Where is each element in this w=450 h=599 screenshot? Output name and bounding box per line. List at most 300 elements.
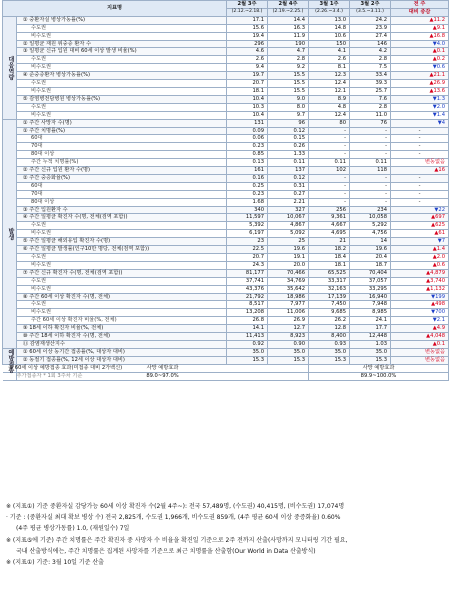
row-value: 8,985 (350, 309, 391, 317)
row-change: ▼0.6 (391, 64, 449, 72)
row-value: 17.7 (350, 325, 391, 333)
row-value: - (350, 143, 391, 151)
row-label: ② 일평균 재원 위중증 환자 수 (17, 40, 227, 48)
row-value: - (350, 127, 391, 135)
table-row (3, 111, 449, 119)
row-change: ▲13.6 (391, 87, 449, 95)
row-value: 43,376 (227, 285, 268, 293)
row-label: ③ 주간 입원환자 수 (17, 206, 227, 214)
table-row (3, 72, 449, 80)
row-value: 4,695 (309, 230, 350, 238)
row-value: 12.8 (309, 325, 350, 333)
row-change: ▲61 (391, 230, 449, 238)
table-row (3, 356, 449, 364)
row-label: 수도권 (17, 80, 227, 88)
table-row (3, 87, 449, 95)
row-value: 2.8 (350, 56, 391, 64)
row-value: 7,977 (268, 301, 309, 309)
table-row (3, 325, 449, 333)
footnote: · 기준 : (중환자실 최대 확보 병상 수) 전국 2,825개, 수도권 1,966개, 비수도권 859개, (4주 평균 60세 이상 중증화율) 0.60% (6, 514, 341, 522)
row-value: 18.1 (309, 261, 350, 269)
footnote: ※ (지표⑤에 기준) 주간 치명률은 주간 확진자 중 사망자 수 비율을 확진일 기준으로 2주 전까지 산출(사망까지 모니터링 기간 필요, (6, 536, 348, 544)
row-value: - (309, 143, 350, 151)
table-row (3, 48, 449, 56)
row-value: 0.06 (227, 135, 268, 143)
row-value: 22.5 (227, 246, 268, 254)
table-row (3, 222, 449, 230)
table-row (3, 32, 449, 40)
header-period-4: 3월 2주 (350, 1, 391, 9)
table-row (3, 159, 449, 167)
row-change: - (391, 127, 449, 135)
row-value: 5,092 (268, 230, 309, 238)
row-value: 20.0 (268, 261, 309, 269)
vaccine-effect-right-head: 사망 예방효과 (309, 364, 449, 372)
row-label: 60대 (17, 135, 227, 143)
row-value: 14.1 (227, 325, 268, 333)
row-value: 24.2 (350, 16, 391, 24)
row-value: - (309, 190, 350, 198)
row-value: 35.0 (350, 348, 391, 356)
row-value: 35,642 (268, 285, 309, 293)
row-value: 12.4 (309, 80, 350, 88)
row-change: - (391, 190, 449, 198)
row-value: 23 (227, 238, 268, 246)
row-label: 수도권 (17, 277, 227, 285)
table-row (3, 254, 449, 262)
row-label: 수도권 (17, 24, 227, 32)
row-value: 19.4 (227, 32, 268, 40)
row-value: 20.4 (350, 254, 391, 262)
row-value: 18.7 (350, 261, 391, 269)
row-value: 7,948 (350, 301, 391, 309)
row-label: 80대 이상 (17, 151, 227, 159)
row-value: 8.1 (309, 64, 350, 72)
row-change: 변동없음 (391, 356, 449, 364)
row-value: 9.2 (268, 64, 309, 72)
row-value: 10.4 (227, 95, 268, 103)
row-value: 15.3 (309, 356, 350, 364)
row-value: 15.3 (268, 356, 309, 364)
row-value: 35.0 (268, 348, 309, 356)
row-value: 8.0 (268, 103, 309, 111)
row-label: 비수도권 (17, 64, 227, 72)
row-value: 21 (309, 238, 350, 246)
row-value: 26.9 (268, 317, 309, 325)
row-change: ▲4,879 (391, 269, 449, 277)
row-label: ⑧ 주간 60세 이상 확진자 수(명, 전체) (17, 293, 227, 301)
row-value: 4.2 (350, 48, 391, 56)
row-value: 13,208 (227, 309, 268, 317)
table-row (3, 135, 449, 143)
row-value: 150 (309, 40, 350, 48)
row-label: 60대 (17, 182, 227, 190)
table-row (3, 24, 449, 32)
row-value: 14 (350, 238, 391, 246)
row-value: 18.1 (227, 87, 268, 95)
table-row (3, 261, 449, 269)
row-value: 4.1 (309, 48, 350, 56)
row-value: 34,769 (268, 277, 309, 285)
category-prevention: 예방접종 (3, 348, 17, 364)
row-value: 12.4 (309, 111, 350, 119)
row-value: 15.3 (227, 356, 268, 364)
row-label: 비수도권 (17, 87, 227, 95)
row-value: 8.9 (309, 95, 350, 103)
row-value: 4,867 (268, 222, 309, 230)
row-value: 118 (350, 167, 391, 175)
row-change: ▼4 (391, 119, 449, 127)
row-value: 20.7 (227, 80, 268, 88)
row-change: ▼2.1 (391, 317, 449, 325)
row-value: 0.31 (268, 182, 309, 190)
header-range-4: (3.5.~3.11.) (350, 8, 391, 16)
row-value: 12.1 (309, 87, 350, 95)
table-row (3, 238, 449, 246)
row-value: 11,597 (227, 214, 268, 222)
row-value: 9,685 (309, 309, 350, 317)
table-row (3, 56, 449, 64)
row-value: 15.5 (268, 80, 309, 88)
row-change: ▼7 (391, 238, 449, 246)
row-value: 27.4 (350, 32, 391, 40)
row-value: 16,940 (350, 293, 391, 301)
table-row (3, 301, 449, 309)
row-change: ▲16.8 (391, 32, 449, 40)
row-value: 35.0 (309, 348, 350, 356)
row-value: 23.9 (350, 24, 391, 32)
row-value: 7.5 (350, 64, 391, 72)
row-value: - (309, 198, 350, 206)
table-row (3, 119, 449, 127)
category-medical: 대응역량 (3, 16, 17, 119)
row-change: ▲0.6 (391, 261, 449, 269)
row-label: 비수도권 (17, 230, 227, 238)
row-label: ② 동절기 접종률(%, 12세 이상 대상자 대비) (17, 356, 227, 364)
row-value: - (350, 198, 391, 206)
table-row (3, 80, 449, 88)
table-row (3, 206, 449, 214)
header-change-2: 대비 증감 (391, 8, 449, 16)
row-value: 0.25 (227, 182, 268, 190)
row-value: 340 (227, 206, 268, 214)
row-value: - (350, 135, 391, 143)
row-value: 0.26 (268, 143, 309, 151)
row-value: 14.8 (309, 24, 350, 32)
row-label: ③ 일평균 신규 입원 대비 60세 이상 발생 비율(%) (17, 48, 227, 56)
footnote: 국내 산출방식에는, 주간 치명률은 집계된 사망자를 기준으로 최근 치명률을 산출함(Our World in Data 산출방식) (16, 547, 316, 555)
footnote: (4주 평균 병상가동률) 1.0, (재원일수) 7일 (16, 525, 130, 533)
header-period-3: 3월 1주 (309, 1, 350, 9)
row-value: - (309, 182, 350, 190)
table-row (3, 16, 449, 24)
row-value: 1.68 (227, 198, 268, 206)
vaccine-effect-left-head: 사망 예방효과 (17, 364, 309, 372)
row-label: ④ 준중증환자 병상가동률(%) (17, 72, 227, 80)
row-value: 19.6 (268, 246, 309, 254)
row-change: ▲4,048 (391, 333, 449, 341)
row-label: ② 주간 신규 입원 환자 수(명) (17, 167, 227, 175)
vaccine-effect-right-value: 89.9~100.0% (309, 372, 449, 380)
row-value: 7.6 (350, 95, 391, 103)
row-label: ① 주간 치명률(%) (17, 127, 227, 135)
row-label: 수도권 (17, 301, 227, 309)
table-row (3, 230, 449, 238)
row-label: ② 주간 중증화율(%) (17, 174, 227, 182)
row-value: 25.7 (350, 87, 391, 95)
row-value: 33,295 (350, 285, 391, 293)
row-value: 10,058 (350, 214, 391, 222)
vaccine-effect-left-value: 89.0~97.0% (17, 372, 309, 380)
row-value: 296 (227, 40, 268, 48)
row-value: 18.2 (309, 246, 350, 254)
row-label: 수도권 (17, 103, 227, 111)
row-label: 80대 이상 (17, 198, 227, 206)
row-value: 8,517 (227, 301, 268, 309)
row-value: 2.21 (268, 198, 309, 206)
row-value: 0.90 (268, 340, 309, 348)
row-value: 39.3 (350, 80, 391, 88)
row-value: 0.93 (309, 340, 350, 348)
row-value: 26.2 (309, 317, 350, 325)
row-value: 234 (350, 206, 391, 214)
row-value: 7,450 (309, 301, 350, 309)
row-change: ▲0.2 (391, 56, 449, 64)
table-row (3, 309, 449, 317)
row-value: 13.0 (309, 16, 350, 24)
row-value: 0.16 (227, 174, 268, 182)
row-value: 0.15 (268, 135, 309, 143)
row-value: 65,525 (309, 269, 350, 277)
table-row (3, 64, 449, 72)
row-value: 0.23 (227, 190, 268, 198)
header-period-2: 2월 4주 (268, 1, 309, 9)
footnote: ※ (지표①) 기준: 3월 10일 기준 산출 (6, 559, 104, 567)
row-change: ▼1.3 (391, 95, 449, 103)
row-value: 161 (227, 167, 268, 175)
row-label: 70대 (17, 190, 227, 198)
row-value: 4,667 (309, 222, 350, 230)
row-change: - (391, 174, 449, 182)
row-value: 2.6 (309, 56, 350, 64)
row-label: ⑩ 주간 18세 이하 확진자 수(명, 전체) (17, 333, 227, 341)
row-change: - (391, 151, 449, 159)
row-label: 비수도권 (17, 285, 227, 293)
row-value: 33,317 (309, 277, 350, 285)
row-value: 76 (350, 119, 391, 127)
row-value: 0.11 (350, 159, 391, 167)
row-label: ① 60세 이상 동기간 접종률(%, 대상자 대비) (17, 348, 227, 356)
row-label: 주간 누적 치명률(%) (17, 159, 227, 167)
table-row (3, 277, 449, 285)
row-value: 9.0 (268, 95, 309, 103)
row-label: ⑤ 감염병전담병원 병상가동률(%) (17, 95, 227, 103)
row-label: 비수도권 (17, 111, 227, 119)
row-change: ▲2.0 (391, 254, 449, 262)
row-value: 37,057 (350, 277, 391, 285)
row-change: - (391, 143, 449, 151)
row-value: 2.8 (350, 103, 391, 111)
table-row (3, 103, 449, 111)
row-change: ▲11.2 (391, 16, 449, 24)
vaccine-effect-label: ③ 60세 이상 예방접종 효과(미접종 대비 2가백신) (3, 364, 17, 372)
row-value: 1.33 (268, 151, 309, 159)
row-value: 9,361 (309, 214, 350, 222)
row-change: ▲21.1 (391, 72, 449, 80)
row-value: 11,413 (227, 333, 268, 341)
row-value: 0.13 (227, 159, 268, 167)
row-label: 비수도권 (17, 32, 227, 40)
row-label: ⑪ 감염재생산지수 (17, 340, 227, 348)
row-change: ▼1.4 (391, 111, 449, 119)
row-value: 1.03 (350, 340, 391, 348)
row-value: 4.7 (268, 48, 309, 56)
row-value: 10.6 (309, 32, 350, 40)
row-change: ▲26.9 (391, 80, 449, 88)
row-value: 10,067 (268, 214, 309, 222)
row-label: 주간 60세 이상 확진자 비율(%, 전체) (17, 317, 227, 325)
table-row (3, 246, 449, 254)
table-row (3, 269, 449, 277)
row-value: 0.12 (268, 127, 309, 135)
row-value: 12.7 (268, 325, 309, 333)
row-value: 2.6 (227, 56, 268, 64)
table-row (3, 167, 449, 175)
row-value: - (350, 190, 391, 198)
row-value: 190 (268, 40, 309, 48)
table-row (3, 293, 449, 301)
row-value: 32,163 (309, 285, 350, 293)
row-value: 15.3 (350, 356, 391, 364)
row-value: 8,923 (268, 333, 309, 341)
row-label: 비수도권 (17, 261, 227, 269)
header-range-1: (2.12.~2.18.) (227, 8, 268, 16)
row-value: 19.1 (268, 254, 309, 262)
table-row (3, 198, 449, 206)
row-label: ⑦ 주간 신규 확진자 수(명, 전체(검역 포함)) (17, 269, 227, 277)
table-row (3, 333, 449, 341)
row-value: 0.11 (309, 159, 350, 167)
row-value: 10.3 (227, 103, 268, 111)
row-value: 11,006 (268, 309, 309, 317)
row-value: 11.0 (350, 111, 391, 119)
row-value: 9.7 (268, 111, 309, 119)
table-row (3, 182, 449, 190)
category-occurrence: 발생 (3, 119, 17, 348)
row-value: 70,466 (268, 269, 309, 277)
row-change: ▼4.0 (391, 40, 449, 48)
row-value: - (350, 174, 391, 182)
header-range-3: (2.26.~3.4.) (309, 8, 350, 16)
header-change-1: 전 주 (391, 1, 449, 9)
row-change: ▼2.0 (391, 103, 449, 111)
row-value: 26.8 (227, 317, 268, 325)
row-label: ⑤ 주간 일평균 해외유입 확진자 수(명) (17, 238, 227, 246)
row-value: 131 (227, 119, 268, 127)
indicator-table (2, 0, 449, 381)
table-row (3, 340, 449, 348)
row-value: 12.3 (309, 72, 350, 80)
row-value: 25 (268, 238, 309, 246)
row-value: 102 (309, 167, 350, 175)
table-row (3, 214, 449, 222)
row-value: 70,404 (350, 269, 391, 277)
row-value: 15.6 (227, 24, 268, 32)
row-value: 4.6 (227, 48, 268, 56)
vaccine-effect-row-2 (3, 372, 449, 380)
table-row (3, 190, 449, 198)
row-value: 8,400 (309, 333, 350, 341)
row-value: 0.92 (227, 340, 268, 348)
row-value: 15.5 (268, 72, 309, 80)
row-value: 24.3 (227, 261, 268, 269)
row-value: 11.9 (268, 32, 309, 40)
row-value: 20.7 (227, 254, 268, 262)
row-label: 수도권 (17, 254, 227, 262)
row-value: 21,792 (227, 293, 268, 301)
row-value: 80 (309, 119, 350, 127)
row-value: 15.5 (268, 87, 309, 95)
row-change: ▲16 (391, 167, 449, 175)
row-value: 18.4 (309, 254, 350, 262)
row-label: ⑥ 주간 일평균 발생률(인구10만 명당, 전체(검역 포함)) (17, 246, 227, 254)
header-indicator: 지표명 (3, 1, 227, 17)
table-row (3, 348, 449, 356)
table-row (3, 174, 449, 182)
row-value: 0.12 (268, 174, 309, 182)
row-label: 수도권 (17, 222, 227, 230)
row-value: 81,177 (227, 269, 268, 277)
row-value: 327 (268, 206, 309, 214)
row-change: ▲4.9 (391, 325, 449, 333)
row-change: ▲1.4 (391, 246, 449, 254)
footnotes (6, 503, 446, 570)
row-value: 0.27 (268, 190, 309, 198)
row-label: ① 중환자실 병상가동률(%) (17, 16, 227, 24)
row-change: ▲0.1 (391, 340, 449, 348)
row-label: ① 주간 사망자 수(명) (17, 119, 227, 127)
row-value: - (350, 182, 391, 190)
row-value: 37,741 (227, 277, 268, 285)
header-range-2: (2.19.~2.25.) (268, 8, 309, 16)
table-row (3, 95, 449, 103)
row-label: ④ 주간 일평균 확진자 수(명, 전체(검역 포함)) (17, 214, 227, 222)
row-change: ▲0.1 (391, 48, 449, 56)
row-value: 17.1 (227, 16, 268, 24)
row-value: - (350, 151, 391, 159)
row-value: 12,448 (350, 333, 391, 341)
row-change: ▲1,132 (391, 285, 449, 293)
row-change: 변동없음 (391, 159, 449, 167)
row-value: 2.8 (268, 56, 309, 64)
vaccine-effect-note: 추가접종자 * 1회 3주차 기준 (3, 372, 17, 380)
table-row (3, 127, 449, 135)
row-value: 96 (268, 119, 309, 127)
row-change: - (391, 135, 449, 143)
vaccine-effect-row (3, 364, 449, 372)
table-row (3, 151, 449, 159)
row-value: - (309, 135, 350, 143)
table-row (3, 317, 449, 325)
header-period-1: 2월 3주 (227, 1, 268, 9)
row-value: 19.6 (350, 246, 391, 254)
row-value: 0.11 (268, 159, 309, 167)
row-change: ▲498 (391, 301, 449, 309)
row-value: 5,392 (227, 222, 268, 230)
row-value: - (309, 151, 350, 159)
row-value: 33.4 (350, 72, 391, 80)
table-row (3, 143, 449, 151)
